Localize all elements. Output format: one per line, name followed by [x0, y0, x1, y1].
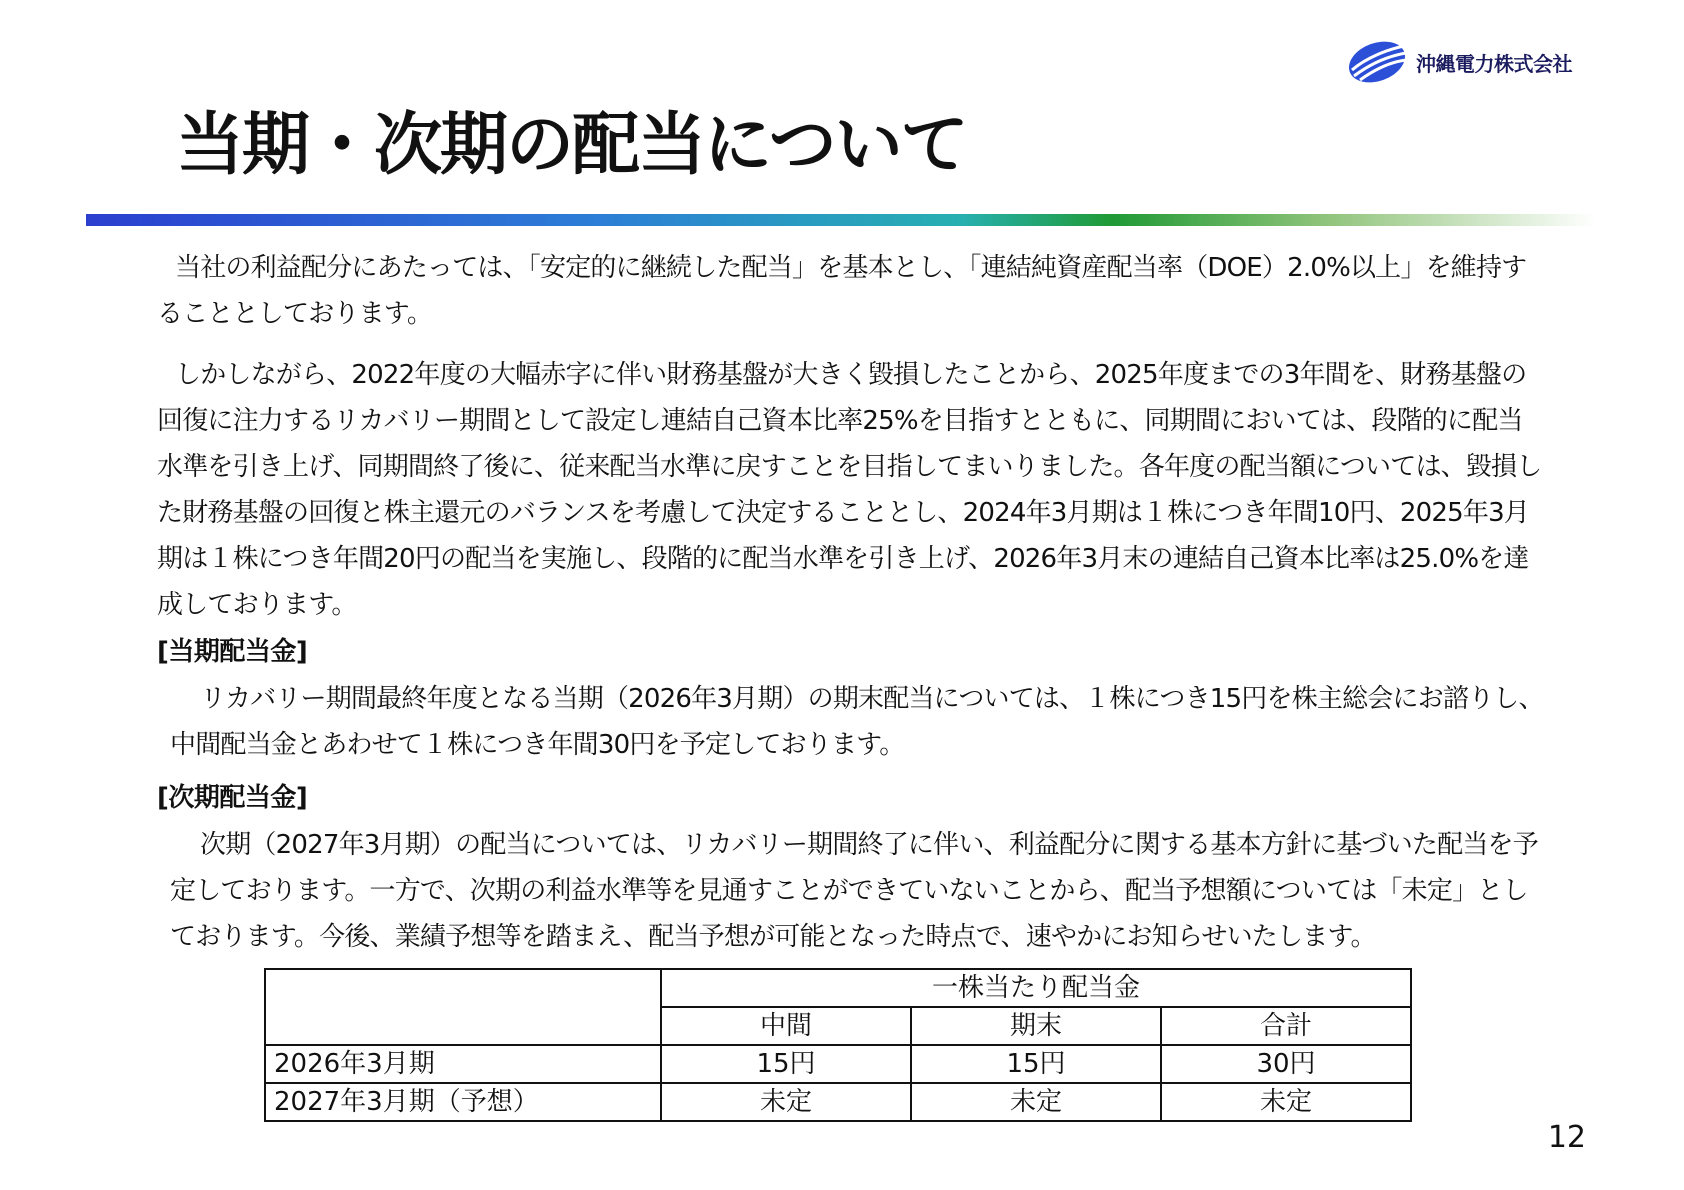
dividend-table [264, 968, 1412, 1122]
intro-paragraph-2: しかしながら、2022年度の大幅赤字に伴い財務基盤が大きく毀損したことから、2025年度までの3年間を、財務基盤の回復に注力するリカバリー期間として設定し連結自己資本比率25%を目指すとともに、同期間においては、段階的に配当水準を引き上げ、同期間終了後に、従来配当水準に戻すことを目指してまいりました。各年度の配当額については、毀損した財務基盤の回復と株主還元のバランスを考慮して決定することとし、2024年3月期は１株につき年間10円、2025年3月期は１株につき年間20円の配当を実施し、段階的に配当水準を引き上げ、2026年3月末の連結自己資本比率は25.0%を達成しております。 [157, 360, 1542, 620]
page-title: 当期・次期の配当について [176, 106, 967, 185]
table-cell: 15円 [661, 1045, 911, 1083]
column-header-year-end: 期末 [911, 1007, 1161, 1045]
next-dividend-heading: [次期配当金] [157, 783, 308, 813]
column-header-interim: 中間 [661, 1007, 911, 1045]
title-divider [86, 214, 1596, 226]
table-row [265, 1083, 1411, 1121]
current-dividend-heading: [当期配当金] [157, 637, 308, 667]
page-number: 12 [1547, 1120, 1586, 1155]
table-row [265, 1045, 1411, 1083]
table-cell: 15円 [911, 1045, 1161, 1083]
company-name: 沖縄電力株式会社 [1416, 51, 1572, 76]
table-cell: 未定 [1161, 1083, 1411, 1121]
table-cell: 30円 [1161, 1045, 1411, 1083]
current-dividend-text: リカバリー期間最終年度となる当期（2026年3月期）の期末配当については、１株につき15円を株主総会にお諮りし、中間配当金とあわせて１株につき年間30円を予定しております。 [170, 684, 1544, 760]
company-logo [1346, 40, 1572, 84]
column-header-total: 合計 [1161, 1007, 1411, 1045]
table-header-row [265, 969, 1411, 1007]
table-group-header: 一株当たり配当金 [661, 969, 1411, 1007]
table-corner-cell [265, 969, 661, 1045]
row-label: 2027年3月期（予想） [265, 1083, 661, 1121]
next-dividend-text: 次期（2027年3月期）の配当については、リカバリー期間終了に伴い、利益配分に関する基本方針に基づいた配当を予定しております。一方で、次期の利益水準等を見通すことができていないことから、配当予想額については「未定」としております。今後、業績予想等を踏まえ、配当予想が可能となった時点で、速やかにお知らせいたします。 [170, 830, 1538, 952]
okinawa-electric-logo-icon [1346, 40, 1408, 84]
row-label: 2026年3月期 [265, 1045, 661, 1083]
intro-paragraph-1: 当社の利益配分にあたっては、「安定的に継続した配当」を基本とし、「連結純資産配当率（DOE）2.0%以上」を維持することとしております。 [157, 253, 1527, 329]
table-cell: 未定 [661, 1083, 911, 1121]
table-cell: 未定 [911, 1083, 1161, 1121]
